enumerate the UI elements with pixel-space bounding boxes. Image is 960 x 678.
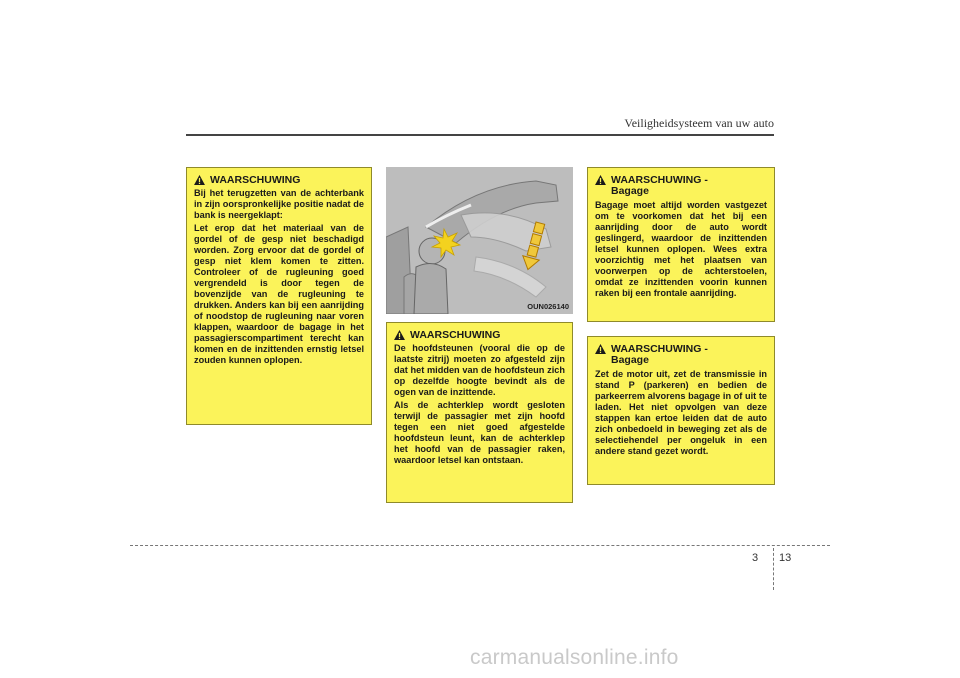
watermark: carmanualsonline.info — [470, 646, 679, 669]
warning-paragraph: Let erop dat het materiaal van de gordel of de gesp niet beschadigd worden. Zorg ervoor dat de gordel of gesp niet klem komen te zitten. Controleer of de rugleuning goed vergrendeld is door tegen de bovenzijde van de rugleuning te drukken. Anders kan bij een aanrijding of noodstop de rugleuning naar voren klappen, waardoor de bagage in het passagierscompartiment terecht kan komen en de inzittenden ernstig letsel zouden kunnen oplopen. — [194, 223, 364, 365]
warning-title: WAARSCHUWING — [210, 174, 301, 186]
warning-paragraph: De hoofdsteunen (vooral die op de laatste zitrij) moeten zo afgesteld zijn dat het midden van de hoofdsteun zich op dezelfde hoogte bevindt als de ogen van de inzittende. — [394, 343, 565, 397]
warning-title: WAARSCHUWING - — [611, 343, 708, 355]
page-number: 13 — [779, 552, 792, 564]
chapter-number: 3 — [752, 552, 759, 564]
warning-box-luggage-secure — [587, 167, 775, 322]
footer-rule — [130, 545, 830, 546]
warning-triangle-icon — [595, 175, 606, 185]
warning-title: WAARSCHUWING - — [611, 174, 708, 186]
warning-box-rear-seat — [186, 167, 372, 425]
warning-header — [194, 174, 364, 186]
page-header-title: Veiligheidsysteem van uw auto — [624, 116, 774, 130]
warning-triangle-icon — [194, 175, 205, 185]
warning-box-headrest — [386, 322, 573, 503]
figure-code: OUN026140 — [527, 302, 569, 311]
page-divider — [773, 548, 774, 590]
headrest-illustration — [386, 167, 573, 314]
warning-subtitle: Bagage — [611, 185, 649, 197]
warning-paragraph: Bij het terugzetten van de achterbank in zijn oorspronkelijke positie nadat de bank is neergeklapt: — [194, 188, 364, 220]
warning-triangle-icon — [394, 330, 405, 340]
warning-paragraph: Bagage moet altijd worden vastgezet om te voorkomen dat het bij een aanrijding door de auto wordt geslingerd, waardoor de inzittenden letsel kunnen oplopen. Wees extra voorzichtig met het plaatsen van voorwerpen op de achterstoelen, omdat ze inzittenden voorin kunnen raken bij een frontale aanrijding. — [595, 200, 767, 298]
header-rule — [186, 134, 774, 136]
warning-subtitle: Bagage — [611, 354, 649, 366]
headrest-diagram — [386, 167, 573, 314]
warning-paragraph: Als de achterklep wordt gesloten terwijl de passagier met zijn hoofd tegen een niet goed afgestelde hoofdsteun leunt, kan de achterklep het hoofd van de passagier raken, waardoor letsel kan ontstaan. — [394, 400, 565, 465]
warning-box-luggage-loading — [587, 336, 775, 485]
warning-triangle-icon — [595, 344, 606, 354]
warning-title: WAARSCHUWING — [410, 329, 501, 341]
warning-header — [394, 329, 565, 341]
warning-paragraph: Zet de motor uit, zet de transmissie in stand P (parkeren) en bedien de parkeerrem alvorens bagage in of uit te laden. Het niet opvolgen van deze stappen kan ertoe leiden dat de auto zich onbedoeld in beweging zet als de selectiehendel per ongeluk in een andere stand gezet wordt. — [595, 369, 767, 456]
